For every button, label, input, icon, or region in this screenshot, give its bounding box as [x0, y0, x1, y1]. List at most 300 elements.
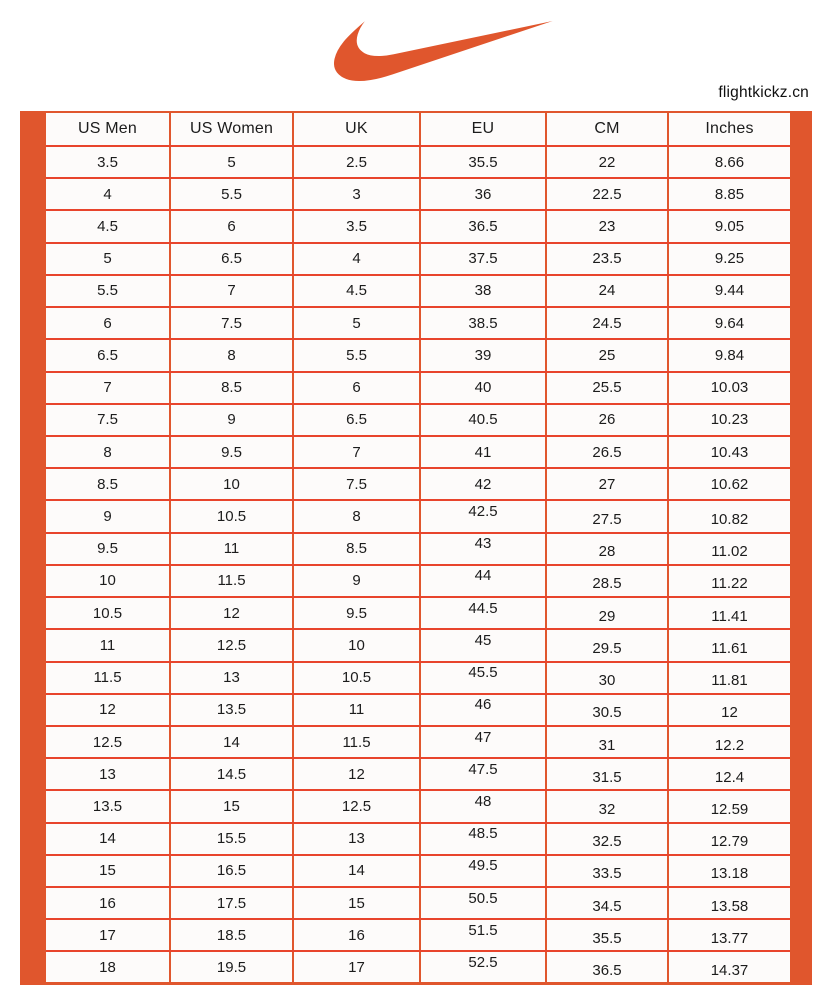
size-value: 13.5 — [216, 701, 247, 719]
size-cell — [546, 275, 668, 307]
size-value: 9.5 — [97, 540, 118, 558]
size-cell — [293, 178, 420, 210]
size-value: 13 — [348, 830, 365, 848]
size-cell — [46, 436, 170, 468]
size-cell — [420, 243, 546, 275]
size-cell — [546, 694, 668, 726]
size-row — [46, 500, 790, 532]
size-value: 6.5 — [221, 250, 242, 268]
size-value: 30.5 — [592, 704, 622, 722]
size-value: 14 — [348, 862, 365, 880]
size-row — [46, 339, 790, 371]
size-cell — [546, 662, 668, 694]
size-value: 14 — [99, 830, 116, 848]
size-cell — [420, 694, 546, 726]
size-cell — [668, 758, 790, 790]
size-value: 10.23 — [710, 411, 749, 429]
size-value: 3.5 — [97, 153, 118, 171]
size-value: 5 — [227, 153, 236, 171]
size-value: 26.5 — [592, 443, 622, 461]
size-value: 15.5 — [216, 830, 247, 848]
size-cell — [420, 919, 546, 951]
size-value: 10 — [223, 475, 240, 493]
size-cell — [420, 275, 546, 307]
size-cell — [420, 726, 546, 758]
size-cell — [668, 629, 790, 661]
size-value: 50.5 — [468, 889, 498, 907]
size-chart-table — [46, 113, 790, 982]
size-value: 13.18 — [710, 865, 749, 883]
size-cell — [46, 823, 170, 855]
size-cell — [420, 178, 546, 210]
size-row — [46, 565, 790, 597]
size-value: 31.5 — [592, 768, 622, 786]
size-cell — [668, 146, 790, 178]
size-cell — [293, 597, 420, 629]
size-cell — [420, 790, 546, 822]
size-cell — [420, 662, 546, 694]
size-value: 12 — [721, 704, 738, 722]
size-cell — [170, 726, 293, 758]
size-row — [46, 372, 790, 404]
size-cell — [293, 210, 420, 242]
size-value: 7 — [103, 379, 112, 397]
size-value: 34.5 — [592, 897, 622, 915]
size-cell — [668, 404, 790, 436]
size-cell — [293, 146, 420, 178]
size-cell — [293, 951, 420, 982]
size-value: 44.5 — [468, 599, 498, 617]
size-value: 46 — [474, 696, 492, 714]
size-value: 9.25 — [714, 250, 745, 268]
size-cell — [170, 597, 293, 629]
size-value: 23 — [598, 218, 616, 236]
size-value: 14.37 — [710, 961, 749, 979]
size-cell — [546, 146, 668, 178]
size-cell — [668, 919, 790, 951]
size-cell — [668, 468, 790, 500]
size-cell — [293, 404, 420, 436]
size-cell — [293, 372, 420, 404]
size-cell — [668, 951, 790, 982]
size-value: 12 — [348, 765, 365, 783]
size-cell — [546, 726, 668, 758]
column-header-label: UK — [345, 120, 368, 137]
size-cell — [668, 372, 790, 404]
size-value: 5.5 — [97, 282, 118, 300]
size-row — [46, 887, 790, 919]
size-value: 12.5 — [92, 733, 123, 751]
size-cell — [293, 726, 420, 758]
size-value: 30 — [598, 672, 616, 690]
size-value: 36.5 — [592, 961, 622, 979]
size-cell — [668, 726, 790, 758]
size-cell — [546, 404, 668, 436]
size-row — [46, 629, 790, 661]
size-value: 19.5 — [216, 958, 247, 976]
size-value: 10 — [348, 636, 365, 654]
size-value: 28.5 — [592, 575, 622, 593]
size-row — [46, 210, 790, 242]
size-cell — [420, 855, 546, 887]
size-value: 9 — [352, 572, 361, 590]
size-value: 6.5 — [97, 346, 118, 364]
size-cell — [668, 533, 790, 565]
size-cell — [170, 629, 293, 661]
size-cell — [546, 597, 668, 629]
size-cell — [46, 887, 170, 919]
size-cell — [170, 178, 293, 210]
size-value: 45.5 — [468, 664, 498, 682]
size-value: 12.79 — [710, 833, 749, 851]
size-value: 12.59 — [710, 800, 749, 818]
size-cell — [293, 307, 420, 339]
size-value: 6 — [352, 379, 361, 397]
size-value: 36.5 — [468, 218, 498, 236]
size-cell — [293, 662, 420, 694]
size-value: 35.5 — [592, 929, 622, 947]
size-value: 27.5 — [592, 511, 622, 529]
size-value: 24.5 — [592, 314, 622, 332]
size-row — [46, 468, 790, 500]
size-cell — [420, 468, 546, 500]
size-value: 12.4 — [714, 768, 745, 786]
size-value: 32 — [598, 800, 616, 818]
size-cell — [46, 662, 170, 694]
size-value: 9 — [227, 411, 236, 429]
size-value: 17 — [99, 926, 116, 944]
size-value: 5.5 — [221, 185, 242, 203]
size-row — [46, 919, 790, 951]
size-value: 10.82 — [710, 511, 749, 529]
size-cell — [170, 790, 293, 822]
size-value: 4 — [352, 250, 361, 268]
size-value: 47 — [474, 728, 492, 746]
size-value: 16 — [348, 926, 365, 944]
size-cell — [46, 758, 170, 790]
size-cell — [170, 339, 293, 371]
size-cell — [170, 951, 293, 982]
size-value: 25.5 — [592, 379, 622, 397]
size-cell — [293, 533, 420, 565]
size-value: 39 — [474, 346, 492, 364]
size-value: 13.5 — [92, 797, 123, 815]
size-cell — [420, 629, 546, 661]
size-value: 3 — [352, 185, 361, 203]
size-value: 15 — [223, 797, 240, 815]
header-row — [46, 113, 790, 146]
size-cell — [293, 468, 420, 500]
size-cell — [420, 404, 546, 436]
size-value: 35.5 — [468, 153, 498, 171]
size-value: 38.5 — [468, 314, 498, 332]
size-cell — [293, 790, 420, 822]
size-row — [46, 855, 790, 887]
size-cell — [293, 339, 420, 371]
size-value: 9.64 — [714, 314, 745, 332]
size-row — [46, 597, 790, 629]
size-cell — [420, 372, 546, 404]
size-cell — [170, 758, 293, 790]
size-value: 13 — [99, 765, 116, 783]
size-cell — [170, 243, 293, 275]
size-value: 8 — [227, 346, 236, 364]
size-value: 44 — [474, 567, 492, 585]
size-value: 11 — [99, 636, 116, 654]
size-row — [46, 951, 790, 982]
size-cell — [46, 533, 170, 565]
size-value: 15 — [348, 894, 365, 912]
size-cell — [46, 565, 170, 597]
size-value: 11.61 — [711, 639, 748, 657]
size-value: 16 — [99, 894, 116, 912]
size-value: 32.5 — [592, 833, 622, 851]
size-cell — [170, 694, 293, 726]
size-cell — [668, 275, 790, 307]
size-cell — [46, 629, 170, 661]
size-cell — [546, 500, 668, 532]
size-cell — [46, 372, 170, 404]
column-header — [420, 113, 546, 146]
size-cell — [546, 758, 668, 790]
size-value: 10.5 — [341, 669, 372, 687]
size-cell — [420, 951, 546, 982]
size-value: 9.05 — [714, 218, 745, 236]
size-value: 7.5 — [221, 314, 242, 332]
size-value: 6 — [227, 218, 236, 236]
size-cell — [420, 146, 546, 178]
size-value: 13.77 — [710, 929, 749, 947]
size-cell — [546, 919, 668, 951]
size-cell — [668, 565, 790, 597]
size-value: 12.5 — [216, 636, 247, 654]
column-header — [668, 113, 790, 146]
size-value: 3.5 — [346, 218, 367, 236]
size-cell — [170, 533, 293, 565]
size-value: 7.5 — [97, 411, 118, 429]
size-value: 36 — [474, 185, 492, 203]
column-header-label: US Men — [78, 120, 137, 137]
size-value: 9.5 — [346, 604, 367, 622]
size-cell — [170, 468, 293, 500]
size-cell — [170, 823, 293, 855]
watermark-text: flightkickz.cn — [718, 84, 809, 101]
size-cell — [546, 951, 668, 982]
size-row — [46, 178, 790, 210]
size-cell — [170, 919, 293, 951]
size-value: 45 — [474, 631, 492, 649]
size-cell — [170, 146, 293, 178]
size-cell — [293, 275, 420, 307]
size-value: 31 — [598, 736, 616, 754]
size-value: 33.5 — [592, 865, 622, 883]
size-value: 42 — [474, 475, 492, 493]
size-value: 14.5 — [216, 765, 247, 783]
size-cell — [293, 436, 420, 468]
size-cell — [668, 178, 790, 210]
size-value: 37.5 — [468, 250, 498, 268]
size-value: 8 — [103, 443, 112, 461]
size-cell — [46, 597, 170, 629]
size-value: 40.5 — [468, 411, 498, 429]
size-cell — [668, 500, 790, 532]
size-cell — [293, 629, 420, 661]
size-cell — [46, 726, 170, 758]
size-value: 18.5 — [216, 926, 247, 944]
nike-logo — [334, 11, 554, 91]
size-value: 2.5 — [346, 153, 367, 171]
size-value: 8.66 — [714, 153, 745, 171]
size-value: 43 — [474, 535, 492, 553]
size-value: 29.5 — [592, 639, 622, 657]
size-value: 11.5 — [342, 733, 371, 751]
size-cell — [293, 243, 420, 275]
size-cell — [170, 887, 293, 919]
size-value: 48.5 — [468, 825, 498, 843]
size-cell — [420, 887, 546, 919]
size-value: 15 — [99, 862, 116, 880]
size-value: 10.5 — [216, 508, 247, 526]
size-cell — [546, 823, 668, 855]
size-cell — [668, 855, 790, 887]
size-cell — [420, 533, 546, 565]
size-cell — [546, 178, 668, 210]
size-row — [46, 758, 790, 790]
size-value: 10.62 — [710, 475, 749, 493]
size-value: 7 — [352, 443, 361, 461]
size-cell — [170, 662, 293, 694]
size-cell — [668, 436, 790, 468]
size-cell — [170, 307, 293, 339]
size-cell — [668, 790, 790, 822]
size-value: 8 — [352, 508, 361, 526]
size-cell — [546, 339, 668, 371]
size-cell — [46, 919, 170, 951]
size-cell — [293, 823, 420, 855]
size-cell — [546, 210, 668, 242]
size-value: 13 — [223, 669, 240, 687]
size-row — [46, 694, 790, 726]
size-value: 4 — [103, 185, 112, 203]
size-cell — [668, 887, 790, 919]
size-value: 28 — [598, 543, 616, 561]
size-value: 17.5 — [216, 894, 247, 912]
column-header-label: EU — [471, 120, 495, 137]
size-cell — [293, 500, 420, 532]
size-cell — [293, 887, 420, 919]
size-row — [46, 533, 790, 565]
size-value: 10 — [99, 572, 116, 590]
size-cell — [46, 790, 170, 822]
size-cell — [546, 887, 668, 919]
size-cell — [170, 565, 293, 597]
size-row — [46, 436, 790, 468]
size-cell — [546, 468, 668, 500]
column-header — [170, 113, 293, 146]
size-cell — [170, 436, 293, 468]
size-cell — [546, 436, 668, 468]
size-cell — [46, 243, 170, 275]
size-value: 6 — [103, 314, 112, 332]
size-value: 11.5 — [93, 669, 122, 687]
size-cell — [546, 629, 668, 661]
size-value: 48 — [474, 792, 492, 810]
size-value: 11.81 — [711, 672, 748, 690]
column-header — [546, 113, 668, 146]
size-cell — [668, 210, 790, 242]
size-row — [46, 790, 790, 822]
size-cell — [46, 210, 170, 242]
size-cell — [46, 178, 170, 210]
size-cell — [46, 339, 170, 371]
size-value: 23.5 — [592, 250, 622, 268]
size-value: 12 — [223, 604, 240, 622]
size-cell — [46, 404, 170, 436]
size-row — [46, 404, 790, 436]
size-value: 4.5 — [97, 218, 118, 236]
size-cell — [293, 758, 420, 790]
size-row — [46, 307, 790, 339]
nike-swoosh-path — [334, 21, 553, 81]
size-value: 8.5 — [346, 540, 367, 558]
size-value: 5 — [352, 314, 361, 332]
size-value: 14 — [223, 733, 240, 751]
size-value: 5 — [103, 250, 112, 268]
size-value: 11.02 — [711, 543, 748, 561]
size-value: 11.41 — [711, 607, 748, 625]
size-value: 18 — [99, 958, 116, 976]
size-cell — [420, 758, 546, 790]
size-value: 22 — [598, 153, 616, 171]
size-value: 5.5 — [346, 346, 367, 364]
size-value: 9.5 — [221, 443, 242, 461]
size-value: 38 — [474, 282, 492, 300]
column-header-label: Inches — [705, 120, 754, 137]
size-cell — [546, 533, 668, 565]
size-cell — [546, 855, 668, 887]
size-cell — [420, 500, 546, 532]
size-cell — [170, 372, 293, 404]
size-value: 41 — [474, 443, 492, 461]
size-cell — [46, 855, 170, 887]
size-value: 7.5 — [346, 475, 367, 493]
size-cell — [420, 597, 546, 629]
size-cell — [668, 243, 790, 275]
size-cell — [293, 855, 420, 887]
size-value: 25 — [598, 346, 616, 364]
size-value: 10.5 — [92, 604, 123, 622]
size-value: 9.84 — [714, 346, 745, 364]
size-value: 4.5 — [346, 282, 367, 300]
size-value: 7 — [227, 282, 236, 300]
size-cell — [668, 694, 790, 726]
size-cell — [170, 855, 293, 887]
size-value: 51.5 — [468, 921, 498, 939]
size-value: 12.2 — [714, 736, 745, 754]
size-cell — [668, 307, 790, 339]
column-header — [293, 113, 420, 146]
size-value: 11.22 — [711, 575, 748, 593]
size-row — [46, 662, 790, 694]
size-value: 12.5 — [341, 797, 372, 815]
size-value: 24 — [598, 282, 616, 300]
size-cell — [46, 275, 170, 307]
size-cell — [668, 662, 790, 694]
column-header — [46, 113, 170, 146]
size-cell — [668, 339, 790, 371]
size-cell — [546, 243, 668, 275]
size-cell — [546, 372, 668, 404]
